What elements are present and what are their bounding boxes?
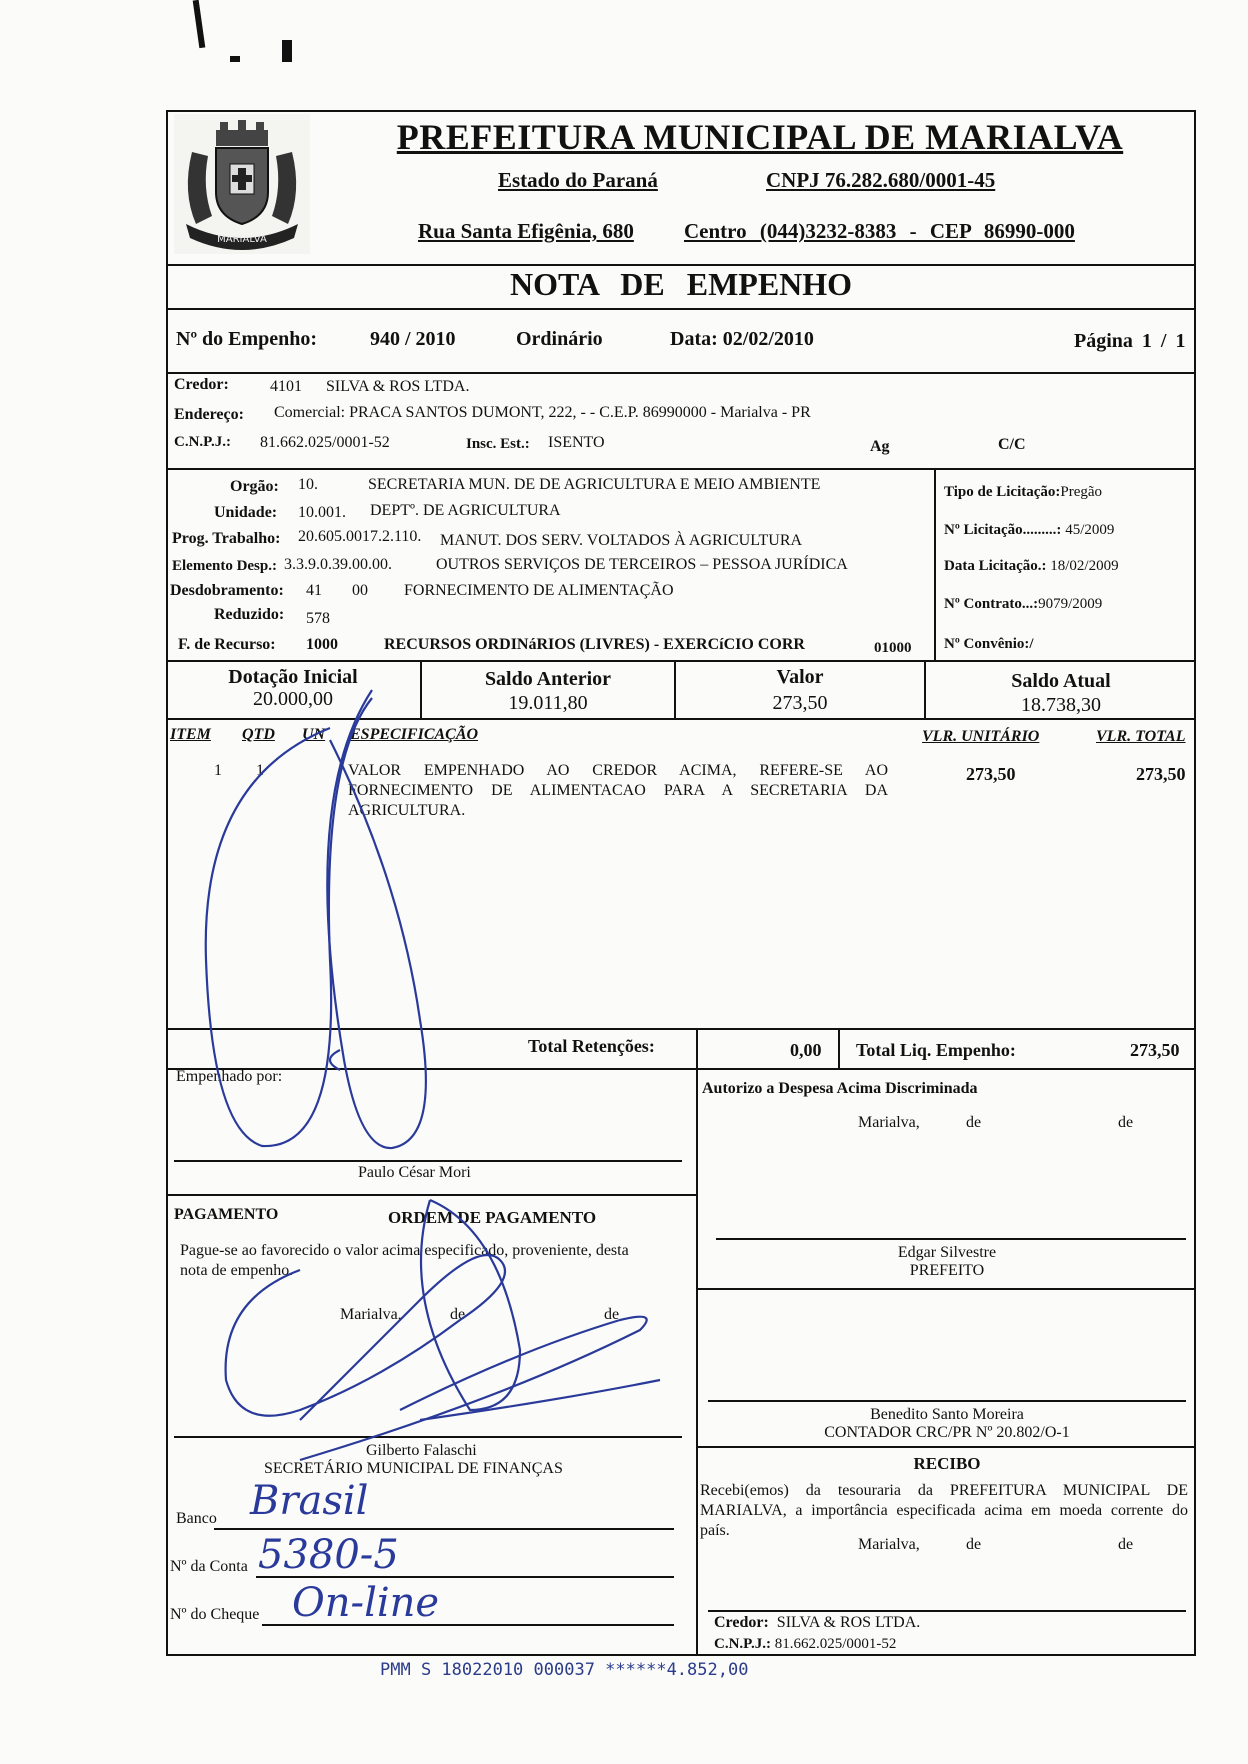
liq-empenho-label: Total Liq. Empenho: <box>856 1040 1016 1060</box>
col-un: UN <box>302 726 326 743</box>
insc-label: Insc. Est.: <box>466 436 530 452</box>
empenho-type: Ordinário <box>516 328 603 350</box>
pagamento-de2: de <box>604 1306 620 1323</box>
desd-value: FORNECIMENTO DE ALIMENTAÇÃO <box>404 582 674 599</box>
ag-label: Ag <box>870 438 890 455</box>
recurso-value: RECURSOS ORDINáRIOS (LIVRES) - EXERCíCIO CORR <box>384 636 805 653</box>
orgao-code: 10. <box>298 476 318 493</box>
reduzido-label: Reduzido: <box>214 606 285 623</box>
secretario-role: SECRETÁRIO MUNICIPAL DE FINANÇAS <box>264 1460 563 1477</box>
autorizo-place: Marialva, <box>858 1114 920 1131</box>
credor-label: Credor: <box>174 376 229 393</box>
recibo-cnpj: C.N.P.J.: 81.662.025/0001-52 <box>714 1636 897 1652</box>
retencoes-label: Total Retenções: <box>528 1036 655 1056</box>
prog-value: MANUT. DOS SERV. VOLTADOS À AGRICULTURA <box>440 532 803 549</box>
prefeito-role: PREFEITO <box>909 1262 985 1279</box>
saldo-anterior-label: Saldo Anterior <box>484 668 612 690</box>
empenho-label: Nº do Empenho: <box>176 328 318 350</box>
item-number: 1 <box>214 762 222 779</box>
recibo-title: RECIBO <box>913 1454 981 1473</box>
valor-value: 273,50 <box>772 692 828 714</box>
convenio: Nº Convênio:/ <box>944 636 1034 652</box>
elem-code: 3.3.9.0.39.00.00. <box>284 556 392 573</box>
saldo-atual-value: 18.738,30 <box>1021 694 1101 716</box>
desd-code: 41 <box>306 582 322 599</box>
pagamento-de1: de <box>450 1306 466 1323</box>
recurso-code: 1000 <box>306 636 338 653</box>
recibo-text-line3: país. <box>700 1522 730 1539</box>
header-address: Rua Santa Efigênia, 680 <box>418 219 634 243</box>
licitacao-num: Nº Licitação.........: 45/2009 <box>944 522 1115 538</box>
empenho-date: Data: 02/02/2010 <box>670 328 814 350</box>
conta-label: Nº da Conta <box>170 1558 248 1575</box>
reduzido-value: 578 <box>306 610 330 627</box>
payment-stamp: PMM S 18022010 000037 ******4.852,00 <box>380 1660 749 1680</box>
secretario-name: Gilberto Falaschi <box>366 1442 477 1459</box>
unidade-value: DEPTº. DE AGRICULTURA <box>370 502 561 519</box>
contador-name: Benedito Santo Moreira <box>870 1406 1024 1423</box>
col-qtd: QTD <box>242 726 275 743</box>
valor-label: Valor <box>776 666 824 688</box>
autorizo-title: Autorizo a Despesa Acima Discriminada <box>702 1080 978 1097</box>
col-espec: ESPECIFICAÇÃO <box>350 726 479 743</box>
cheque-value: On-line <box>292 1580 440 1626</box>
dotacao-value: 20.000,00 <box>253 688 333 710</box>
prefeito-name: Edgar Silvestre <box>897 1244 997 1261</box>
licitacao-tipo: Tipo de Licitação:Pregão <box>944 484 1103 500</box>
recibo-credor: Credor: SILVA & ROS LTDA. <box>714 1614 921 1631</box>
prog-label: Prog. Trabalho: <box>172 530 281 547</box>
insc-value: ISENTO <box>548 434 605 451</box>
item-desc-line2: FORNECIMENTO DE ALIMENTACAO PARA A SECRETARIA DA <box>348 782 888 799</box>
saldo-anterior-value: 19.011,80 <box>508 692 588 714</box>
banco-label: Banco <box>176 1510 217 1527</box>
endereco-value: Comercial: PRACA SANTOS DUMONT, 222, - - C.E.P. 86990000 - Marialva - PR <box>274 404 811 421</box>
seal-text: MARIALVA <box>217 234 267 245</box>
pagamento-title: PAGAMENTO <box>174 1206 279 1223</box>
elem-value: OUTROS SERVIÇOS DE TERCEIROS – PESSOA JURÍDICA <box>436 556 848 573</box>
pagamento-place: Marialva, <box>340 1306 402 1323</box>
credor-code: 4101 <box>270 378 302 395</box>
recibo-text-line2: MARIALVA, a importância especificada acima em moeda corrente do <box>700 1502 1188 1519</box>
col-unit: VLR. UNITÁRIO <box>922 728 1040 745</box>
cnpj-value: 81.662.025/0001-52 <box>260 434 390 451</box>
liq-empenho-value: 273,50 <box>1130 1040 1180 1060</box>
recibo-place: Marialva, <box>858 1536 920 1553</box>
autorizo-de2: de <box>1118 1114 1134 1131</box>
item-unit-value: 273,50 <box>966 764 1016 784</box>
saldo-atual-label: Saldo Atual <box>1011 670 1111 692</box>
col-total: VLR. TOTAL <box>1096 728 1186 745</box>
endereco-label: Endereço: <box>174 406 244 423</box>
item-total-value: 273,50 <box>1136 764 1186 784</box>
empenho-number: 940 / 2010 <box>370 328 456 350</box>
licitacao-data: Data Licitação.: 18/02/2009 <box>944 558 1119 574</box>
col-item: ITEM <box>170 726 211 743</box>
cheque-label: Nº do Cheque <box>170 1606 260 1623</box>
contador-role: CONTADOR CRC/PR Nº 20.802/O-1 <box>824 1424 1070 1441</box>
desd-label: Desdobramento: <box>170 582 284 599</box>
cc-label: C/C <box>998 436 1026 453</box>
banco-value: Brasil <box>250 1478 369 1524</box>
empenhado-name: Paulo César Mori <box>358 1164 471 1181</box>
retencoes-value: 0,00 <box>790 1040 822 1060</box>
header-state: Estado do Paraná <box>498 168 658 192</box>
recibo-de2: de <box>1118 1536 1134 1553</box>
recibo-de1: de <box>966 1536 982 1553</box>
header-address-rest: Centro (044)3232-8383 - CEP 86990-000 <box>684 219 1075 243</box>
conta-value: 5380-5 <box>258 1532 399 1578</box>
page-number: Página 1 / 1 <box>1074 330 1186 352</box>
item-qtd: 1 <box>256 762 264 779</box>
orgao-value: SECRETARIA MUN. DE DE AGRICULTURA E MEIO AMBIENTE <box>368 476 821 493</box>
cnpj-label: C.N.P.J.: <box>174 434 231 450</box>
recurso-label: F. de Recurso: <box>178 636 276 653</box>
desd-sub: 00 <box>352 582 368 599</box>
empenhado-label: Empenhado por: <box>176 1068 283 1085</box>
item-desc-line1: VALOR EMPENHADO AO CREDOR ACIMA, REFERE-SE AO <box>348 762 888 779</box>
orgao-label: Orgão: <box>230 478 279 495</box>
unidade-code: 10.001. <box>298 504 346 521</box>
credor-name: SILVA & ROS LTDA. <box>326 378 470 395</box>
autorizo-de1: de <box>966 1114 982 1131</box>
recibo-text-line1: Recebi(emos) da tesouraria da PREFEITURA MUNICIPAL DE <box>700 1482 1188 1499</box>
item-desc-line3: AGRICULTURA. <box>348 802 466 819</box>
pagamento-text-line2: nota de empenho. <box>180 1262 294 1279</box>
recurso-num: 01000 <box>874 640 912 656</box>
ordem-pagamento-title: ORDEM DE PAGAMENTO <box>388 1208 597 1227</box>
document-title: NOTA DE EMPENHO <box>509 266 853 302</box>
elem-label: Elemento Desp.: <box>172 558 277 574</box>
prog-code: 20.605.0017.2.110. <box>298 528 422 545</box>
header-cnpj: CNPJ 76.282.680/0001-45 <box>766 168 996 192</box>
pagamento-text-line1: Pague-se ao favorecido o valor acima especificado, proveniente, desta <box>180 1242 629 1259</box>
dotacao-label: Dotação Inicial <box>228 666 358 688</box>
unidade-label: Unidade: <box>214 504 278 521</box>
contrato: Nº Contrato...:9079/2009 <box>944 596 1103 612</box>
header-title: PREFEITURA MUNICIPAL DE MARIALVA <box>396 117 1124 157</box>
